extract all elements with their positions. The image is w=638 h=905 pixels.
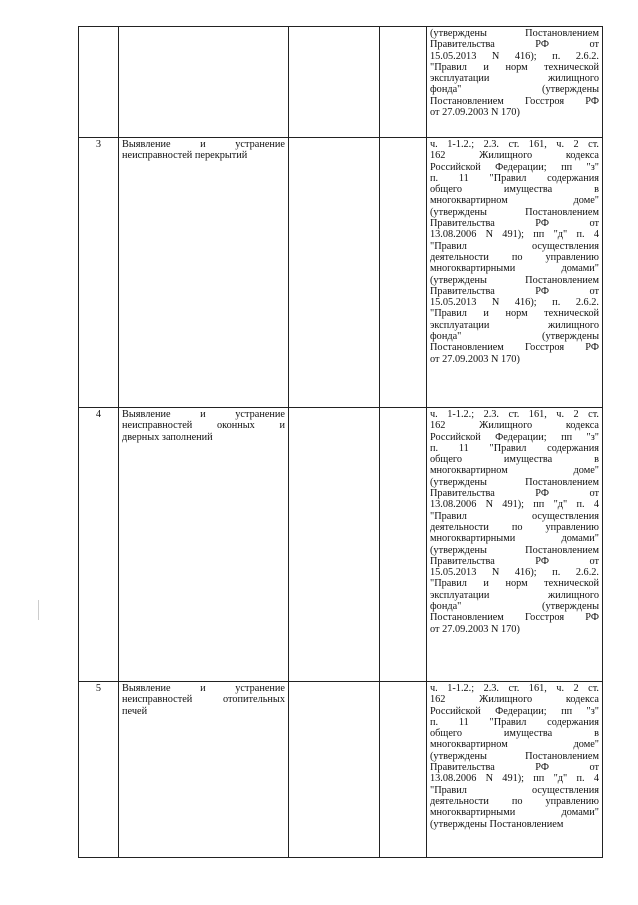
- text-line: от 27.09.2003 N 170): [430, 353, 520, 365]
- text-line: (утверждены Постановлением: [430, 818, 564, 830]
- empty-cell: [289, 138, 380, 408]
- text-line: общего имущества в: [430, 728, 599, 740]
- text-line: 15.05.2013 N 416); п. 2.6.2.: [430, 567, 599, 579]
- text-line: от 27.09.2003 N 170): [430, 623, 520, 635]
- text-line: неисправностей отопительных: [122, 694, 285, 706]
- row-number-cell: 4: [79, 408, 119, 682]
- text-line: общего имущества в: [430, 454, 599, 466]
- text-line: "Правил осуществления: [430, 510, 599, 522]
- empty-cell: [380, 27, 427, 138]
- table-row: [79, 682, 603, 858]
- text-line: деятельности по управлению: [430, 251, 599, 263]
- text-line: Выявление и устранение: [122, 683, 285, 694]
- empty-cell: [289, 408, 380, 682]
- text-line: многоквартирном доме": [430, 739, 599, 751]
- work-name-cell: [119, 27, 289, 138]
- legal-basis-cell: [427, 27, 603, 138]
- text-line: Российской Федерации; пп "з": [430, 705, 599, 717]
- legal-basis-cell: [427, 138, 603, 408]
- text-line: Правительства РФ от: [430, 285, 599, 297]
- text-line: деятельности по управлению: [430, 795, 599, 807]
- text-line: Российской Федерации; пп "з": [430, 431, 599, 443]
- text-line: многоквартирном доме": [430, 465, 599, 477]
- text-line: эксплуатации жилищного: [430, 73, 599, 85]
- text-line: (утверждены Постановлением: [430, 476, 599, 488]
- empty-cell: [289, 27, 380, 138]
- text-line: п. 11 "Правил содержания: [430, 442, 599, 454]
- table-row: [79, 138, 603, 408]
- empty-cell: [380, 682, 427, 858]
- work-name-cell: [119, 408, 289, 682]
- work-name-text: [122, 409, 285, 443]
- empty-cell: [380, 408, 427, 682]
- row-number-cell: [79, 27, 119, 138]
- text-line: 13.08.2006 N 491); пп "д" п. 4: [430, 773, 599, 785]
- text-line: п. 11 "Правил содержания: [430, 172, 599, 184]
- legal-basis-cell: [427, 408, 603, 682]
- work-name-cell: [119, 682, 289, 858]
- text-line: многоквартирными домами": [430, 533, 599, 545]
- text-line: фонда" (утверждены: [430, 601, 599, 613]
- text-line: Правительства РФ от: [430, 762, 599, 774]
- text-line: Постановлением Госстроя РФ: [430, 95, 599, 107]
- row-number-cell: 3: [79, 138, 119, 408]
- text-line: "Правил осуществления: [430, 784, 599, 796]
- legal-basis-cell: [427, 682, 603, 858]
- table-row: [79, 408, 603, 682]
- text-line: "Правил осуществления: [430, 240, 599, 252]
- text-line: эксплуатации жилищного: [430, 319, 599, 331]
- text-line: Правительства РФ от: [430, 555, 599, 567]
- work-name-text: [122, 683, 285, 717]
- table-row: [79, 27, 603, 138]
- table-body: [79, 27, 603, 858]
- text-line: Правительства РФ от: [430, 488, 599, 500]
- text-line: неисправностей оконных и: [122, 420, 285, 432]
- text-line: фонда" (утверждены: [430, 331, 599, 343]
- work-name-text: [122, 139, 285, 162]
- empty-cell: [380, 138, 427, 408]
- text-line: ч. 1-1.2.; 2.3. ст. 161, ч. 2 ст.: [430, 683, 599, 694]
- text-line: (утверждены Постановлением: [430, 544, 599, 556]
- text-line: (утверждены Постановлением: [430, 206, 599, 218]
- empty-cell: [289, 682, 380, 858]
- text-line: 15.05.2013 N 416); п. 2.6.2.: [430, 50, 599, 62]
- text-line: 162 Жилищного кодекса: [430, 150, 599, 162]
- text-line: "Правил и норм технической: [430, 308, 599, 320]
- text-line: ч. 1-1.2.; 2.3. ст. 161, ч. 2 ст.: [430, 139, 599, 150]
- legal-basis-table: [78, 26, 603, 858]
- text-line: 162 Жилищного кодекса: [430, 420, 599, 432]
- text-line: п. 11 "Правил содержания: [430, 716, 599, 728]
- text-line: деятельности по управлению: [430, 521, 599, 533]
- text-line: Правительства РФ от: [430, 39, 599, 51]
- text-line: (утверждены Постановлением: [430, 750, 599, 762]
- text-line: печей: [122, 705, 148, 717]
- text-line: Правительства РФ от: [430, 218, 599, 230]
- legal-basis-text: [430, 409, 599, 635]
- text-line: 162 Жилищного кодекса: [430, 694, 599, 706]
- text-line: многоквартирными домами": [430, 807, 599, 819]
- text-line: Постановлением Госстроя РФ: [430, 342, 599, 354]
- row-number-cell: 5: [79, 682, 119, 858]
- text-line: Выявление и устранение: [122, 139, 285, 150]
- text-line: 15.05.2013 N 416); п. 2.6.2.: [430, 297, 599, 309]
- work-name-cell: [119, 138, 289, 408]
- text-line: общего имущества в: [430, 184, 599, 196]
- text-line: многоквартирными домами": [430, 263, 599, 275]
- text-line: Выявление и устранение: [122, 409, 285, 420]
- scan-margin-mark: [38, 600, 42, 620]
- text-line: "Правил и норм технической: [430, 61, 599, 73]
- text-line: дверных заполнений: [122, 431, 213, 443]
- text-line: эксплуатации жилищного: [430, 589, 599, 601]
- text-line: от 27.09.2003 N 170): [430, 107, 520, 119]
- text-line: Российской Федерации; пп "з": [430, 161, 599, 173]
- text-line: (утверждены Постановлением: [430, 28, 599, 39]
- text-line: 13.08.2006 N 491); пп "д" п. 4: [430, 499, 599, 511]
- text-line: "Правил и норм технической: [430, 578, 599, 590]
- legal-basis-text: [430, 683, 599, 830]
- text-line: Постановлением Госстроя РФ: [430, 612, 599, 624]
- text-line: ч. 1-1.2.; 2.3. ст. 161, ч. 2 ст.: [430, 409, 599, 420]
- text-line: фонда" (утверждены: [430, 84, 599, 96]
- legal-basis-text: [430, 139, 599, 365]
- text-line: неисправностей перекрытий: [122, 150, 248, 162]
- text-line: (утверждены Постановлением: [430, 274, 599, 286]
- text-line: 13.08.2006 N 491); пп "д" п. 4: [430, 229, 599, 241]
- legal-basis-text: [430, 28, 599, 118]
- text-line: многоквартирном доме": [430, 195, 599, 207]
